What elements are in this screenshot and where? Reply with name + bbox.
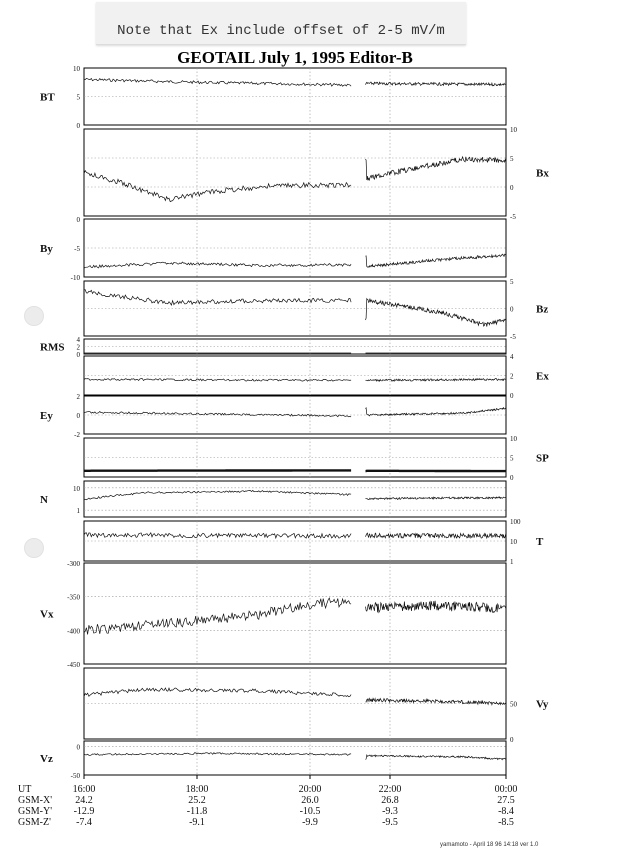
series-line-bx-2 [366,157,507,181]
series-line-ex-2 [366,379,507,382]
y-tick-label: -5 [510,213,516,221]
y-tick-label: 10 [510,538,517,546]
footer-value: -7.4 [76,817,92,828]
series-line-n-1 [84,490,351,499]
series-line-bt-2 [366,82,507,86]
y-tick-label: 2 [76,343,80,352]
y-tick-label: 100 [510,518,521,526]
footer-row-label: UT [18,784,32,795]
series-line-n-2 [366,497,507,500]
footer-row-label: GSM-Z' [18,817,51,828]
y-tick-label: 10 [73,484,80,493]
series-line-bx-1 [84,171,351,202]
y-tick-label: 0 [510,736,514,744]
series-line-by-1 [84,262,351,268]
footer-value: 27.5 [497,795,515,806]
footer-value: 00:00 [494,784,518,795]
footer-value: 25.2 [188,795,206,806]
y-tick-label: -2 [74,431,80,439]
series-line-bz-1 [84,290,351,305]
y-tick-label: -10 [70,274,80,282]
series-line-t-2 [366,533,507,538]
y-tick-label: 0 [76,216,80,224]
y-tick-label: 10 [510,126,517,134]
panel-frame [84,563,506,664]
footer-value: -9.9 [302,817,318,828]
panel-label-vy: Vy [536,698,549,711]
y-tick-label: -300 [67,560,80,568]
series-line-ey-1 [84,412,351,417]
y-tick-label: 0 [76,743,80,752]
series-line-bz-2 [366,299,507,327]
series-line-t-1 [84,533,351,538]
y-tick-label: -5 [510,333,516,341]
y-tick-label: 5 [76,93,80,102]
panel-bt [40,65,506,130]
footer-value: 20:00 [298,784,322,795]
offset-note: Note that Ex include offset of 2-5 mV/m [117,23,445,39]
y-tick-label: 1 [510,558,514,566]
y-tick-label: 0 [510,184,514,192]
footer-value: 26.8 [381,795,399,806]
panel-bx [84,126,549,221]
panel-label-ey: Ey [40,410,53,422]
panel-t [84,518,544,566]
footer-value: -8.5 [498,817,514,828]
footer-value: 16:00 [72,784,96,795]
y-tick-label: -50 [70,772,80,780]
panel-label-bx: Bx [536,167,549,180]
series-line-bt-1 [84,78,351,86]
y-tick-label: 4 [76,336,80,344]
y-tick-label: 10 [510,435,517,443]
y-tick-label: 0 [510,392,514,400]
footer-value: 26.0 [301,795,319,806]
series-line-vy-2 [366,698,507,704]
footer-value: -9.1 [189,817,205,828]
panel-frame [84,741,506,775]
footer-value: -12.9 [73,806,95,817]
y-tick-label: -400 [67,627,80,636]
y-tick-label: 2 [76,393,80,401]
series-line-vx-2 [366,601,507,613]
y-tick-label: 2 [510,372,514,381]
panel-ey [40,393,506,439]
y-tick-label: 5 [510,278,514,286]
series-line-ey-2 [366,408,507,416]
panel-label-vz: Vz [40,753,53,765]
y-tick-label: 0 [510,474,514,482]
footer-value: 22:00 [378,784,402,795]
panel-vz [40,741,506,780]
y-tick-label: 0 [76,122,80,130]
panel-label-bz: Bz [536,303,549,316]
panel-frame [84,481,506,517]
panel-label-sp: SP [536,452,549,465]
y-tick-label: 0 [76,412,80,420]
panel-bz [84,278,548,341]
footer-value: -9.5 [382,817,398,828]
footer-value: 18:00 [185,784,209,795]
panel-label-n: N [40,494,48,506]
y-tick-label: -450 [67,661,80,669]
series-line-ex-1 [84,379,351,382]
y-tick-label: 50 [510,700,517,709]
y-tick-label: 0 [510,305,514,314]
panel-label-ex: Ex [536,370,549,383]
panel-label-vx: Vx [40,608,54,621]
panel-ex [84,353,549,400]
series-line-vy-1 [84,688,351,697]
y-tick-label: 4 [510,353,514,361]
footer-value: -10.5 [299,806,321,817]
y-tick-label: -5 [74,245,80,253]
panel-label-rms: RMS [40,341,65,354]
footer-value: -11.8 [186,806,208,817]
panel-n [40,481,506,517]
footnote: yamamoto - April 18 96 14:18 ver 1.0 [440,842,539,848]
footer-value: -8.4 [498,806,514,817]
y-tick-label: 5 [510,454,514,463]
panel-vy [84,668,549,744]
y-tick-label: -350 [67,593,80,602]
panel-label-by: By [40,243,53,255]
y-tick-label: 1 [76,507,80,516]
footer-row-label: GSM-Y' [18,806,53,817]
panel-vx [40,560,506,669]
series-line-by-2 [366,254,507,267]
y-tick-label: 0 [76,351,80,359]
y-tick-label: 5 [510,155,514,163]
panel-label-bt: BT [40,91,55,104]
series-line-vz-1 [84,753,351,756]
panel-frame [84,129,506,216]
footer-value: 24.2 [75,795,93,806]
panel-by [40,216,506,282]
panel-sp [84,435,549,482]
footer-row-label: GSM-X' [18,795,53,806]
series-line-vz-2 [366,755,507,760]
panel-label-t: T [536,536,544,548]
chart-title: GEOTAIL July 1, 1995 Editor-B [177,48,413,67]
footer-value: -9.3 [382,806,398,817]
y-tick-label: 10 [73,65,80,73]
series-line-vx-1 [84,598,351,634]
